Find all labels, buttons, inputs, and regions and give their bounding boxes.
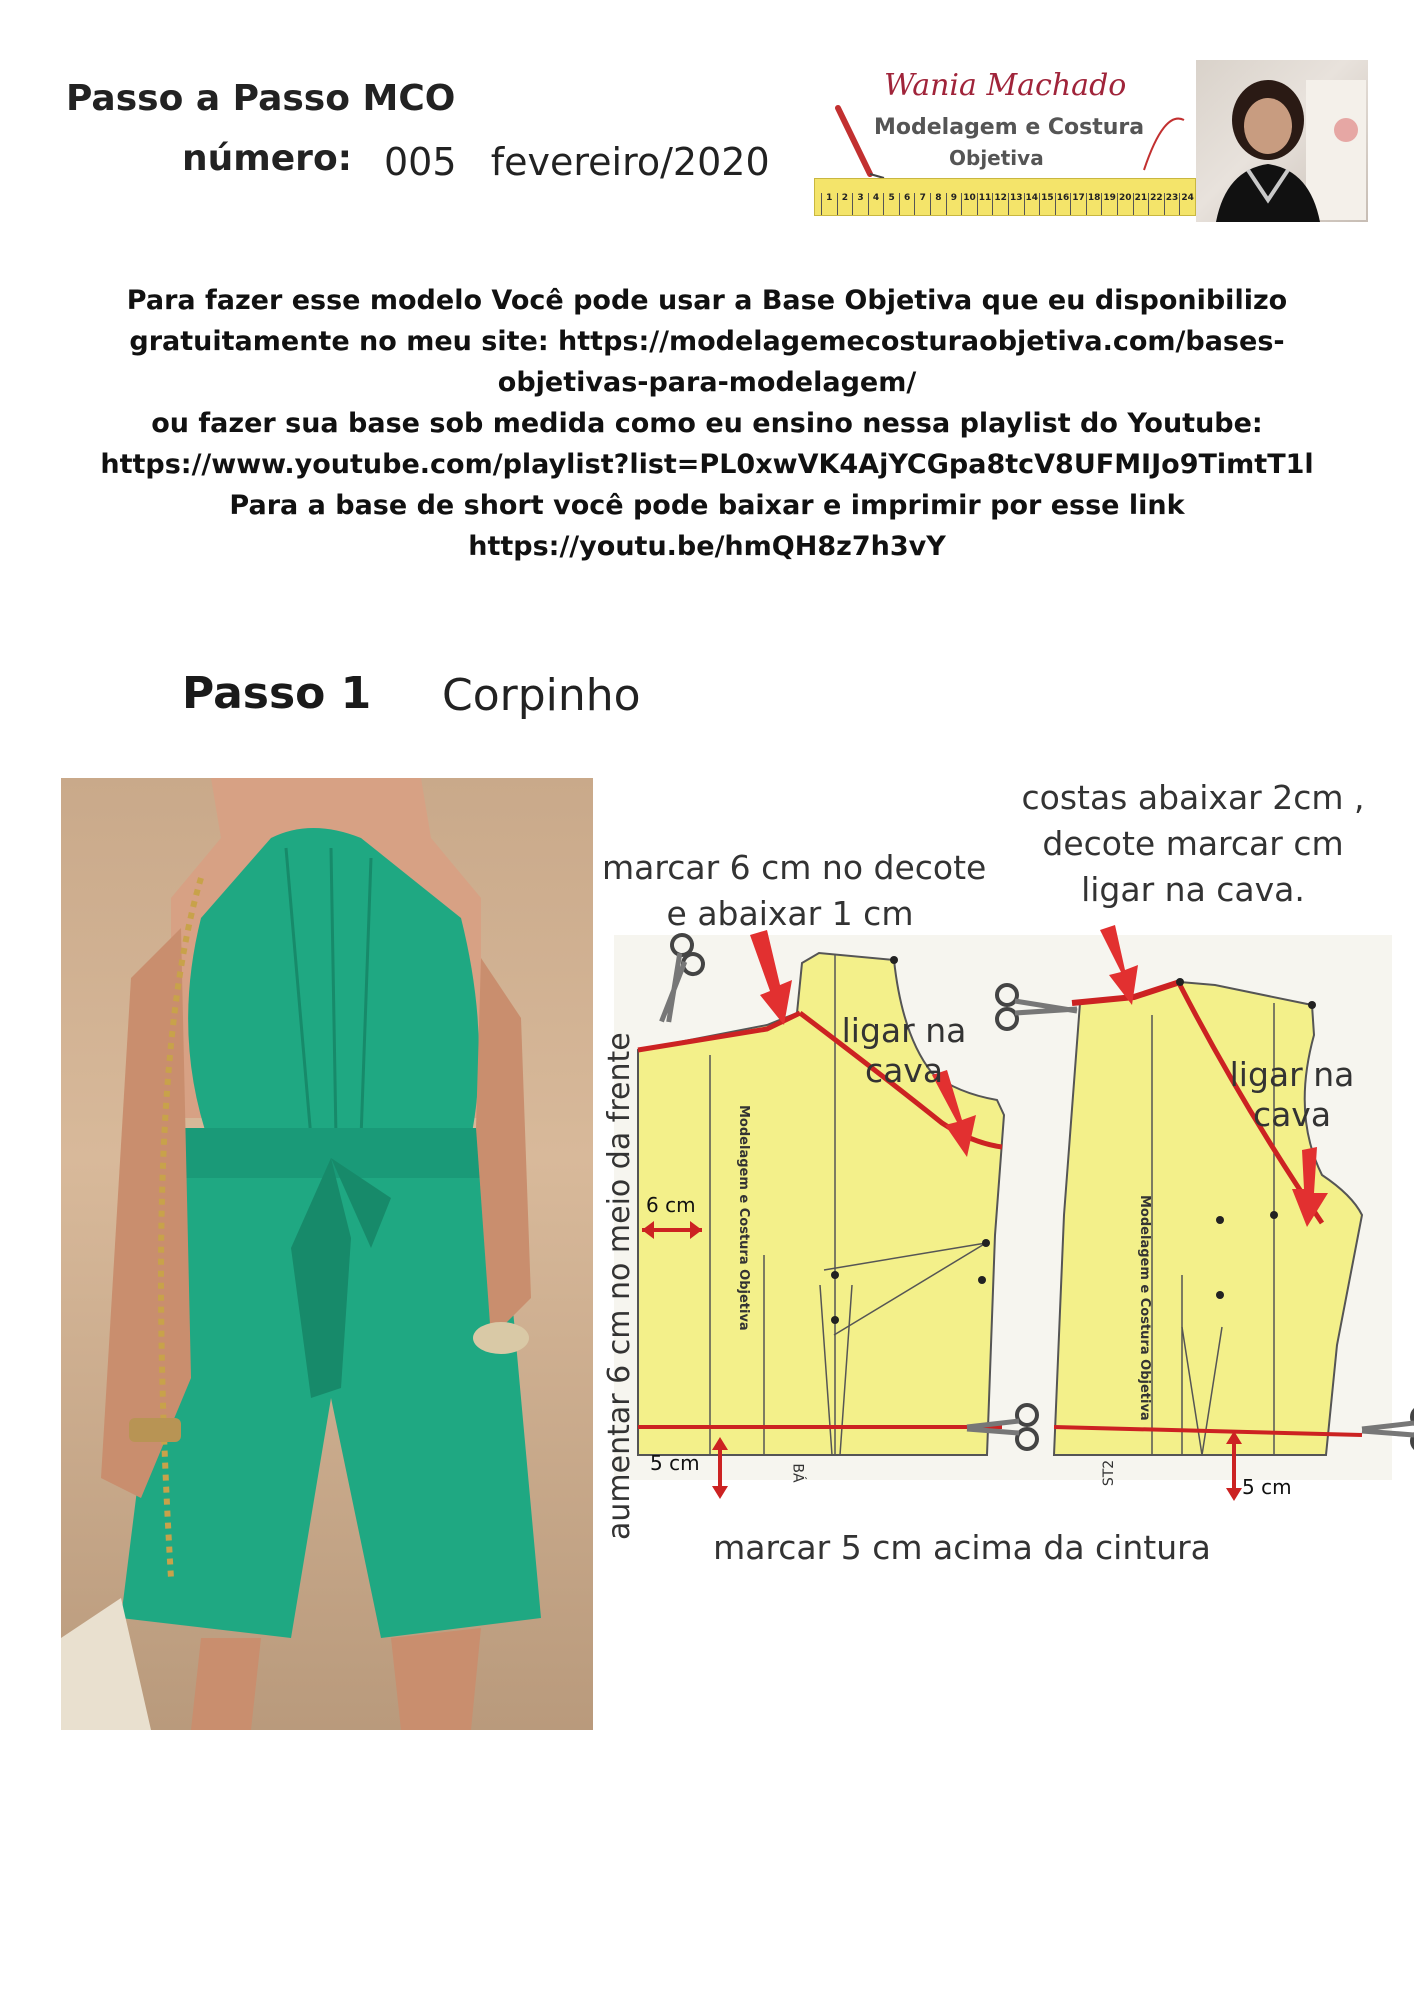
back-ligar-cava: ligar na cava bbox=[1229, 1055, 1355, 1134]
bottom-note: marcar 5 cm acima da cintura bbox=[713, 1528, 1211, 1567]
ruler-number: 19 bbox=[1101, 193, 1117, 215]
intro-line: https://www.youtube.com/playlist?list=PL0xwVK4AjYCGpa8tcV8UFMIJo9TimtT1l bbox=[100, 449, 1314, 480]
ruler-number: 8 bbox=[930, 193, 946, 215]
five-cm-back-label: 5 cm bbox=[1242, 1475, 1292, 1499]
jumpsuit-illustration bbox=[61, 778, 593, 1730]
five-cm-front-label: 5 cm bbox=[650, 1451, 700, 1475]
six-cm-label: 6 cm bbox=[646, 1193, 696, 1217]
back-top-note: costas abaixar 2cm , decote marcar cm ligar na cava. bbox=[1021, 778, 1365, 909]
ruler-number: 22 bbox=[1148, 193, 1164, 215]
ruler-number: 23 bbox=[1164, 193, 1180, 215]
intro-line: https://youtu.be/hmQH8z7h3vY bbox=[468, 531, 946, 562]
ruler-number: 11 bbox=[977, 193, 993, 215]
ruler-number: 3 bbox=[852, 193, 868, 215]
needle-icon bbox=[830, 100, 890, 180]
ruler-number: 4 bbox=[868, 193, 884, 215]
ruler-number: 18 bbox=[1086, 193, 1102, 215]
ruler-number: 13 bbox=[1008, 193, 1024, 215]
ruler-number: 14 bbox=[1024, 193, 1040, 215]
back-piece-code: ST2 bbox=[1101, 1459, 1118, 1487]
issue-label: número: bbox=[182, 138, 353, 179]
ruler-number: 7 bbox=[914, 193, 930, 215]
document-title: Passo a Passo MCO bbox=[66, 78, 456, 119]
logo-line2: Objetiva bbox=[949, 146, 1044, 170]
ruler-number: 20 bbox=[1117, 193, 1133, 215]
ruler-number: 24 bbox=[1179, 193, 1195, 215]
issue-date: fevereiro/2020 bbox=[490, 140, 770, 184]
author-photo bbox=[1196, 60, 1368, 222]
measuring-tape bbox=[814, 178, 1196, 216]
ruler-number: 16 bbox=[1055, 193, 1071, 215]
ruler-number: 6 bbox=[899, 193, 915, 215]
ruler-number: 10 bbox=[961, 193, 977, 215]
intro-line: Para fazer esse modelo Você pode usar a Base Objetiva que eu disponibilizo bbox=[126, 285, 1288, 316]
intro-paragraph bbox=[40, 280, 1374, 567]
front-pattern-brand: Modelagem e Costura Objetiva bbox=[736, 1105, 751, 1331]
ruler-number: 21 bbox=[1133, 193, 1149, 215]
issue-number-date bbox=[384, 140, 770, 184]
author-portrait-icon bbox=[1196, 60, 1368, 222]
ruler-number: 2 bbox=[837, 193, 853, 215]
step-subtitle: Corpinho bbox=[442, 670, 641, 721]
intro-line: objetivas-para-modelagem/ bbox=[497, 367, 917, 398]
intro-line: ou fazer sua base sob medida como eu ensino nessa playlist do Youtube: bbox=[151, 408, 1263, 439]
front-piece-code: BÁ bbox=[789, 1463, 806, 1483]
step-label: Passo 1 bbox=[182, 668, 372, 719]
garment-photo bbox=[61, 778, 593, 1730]
vertical-note: aumentar 6 cm no meio da frente bbox=[602, 1032, 637, 1540]
ruler-number: 9 bbox=[946, 193, 962, 215]
ruler-number: 15 bbox=[1039, 193, 1055, 215]
logo-script-name: Wania Machado bbox=[884, 68, 1127, 103]
intro-line: gratuitamente no meu site: https://modelagemecosturaobjetiva.com/bases- bbox=[129, 326, 1285, 357]
ruler-number: 12 bbox=[992, 193, 1008, 215]
logo-line1: Modelagem e Costura bbox=[874, 115, 1145, 140]
front-ligar-cava: ligar na cava bbox=[841, 1011, 967, 1090]
thread-icon bbox=[1134, 100, 1194, 180]
brand-logo bbox=[814, 60, 1194, 220]
ruler-number: 5 bbox=[883, 193, 899, 215]
pattern-diagram bbox=[602, 775, 1414, 1615]
intro-line: Para a base de short você pode baixar e imprimir por esse link bbox=[229, 490, 1185, 521]
front-top-note: marcar 6 cm no decote e abaixar 1 cm bbox=[602, 848, 987, 933]
ruler-number: 17 bbox=[1070, 193, 1086, 215]
ruler-number: 1 bbox=[821, 193, 837, 215]
back-pattern-brand: Modelagem e Costura Objetiva bbox=[1137, 1195, 1152, 1421]
issue-number: 005 bbox=[384, 140, 457, 184]
